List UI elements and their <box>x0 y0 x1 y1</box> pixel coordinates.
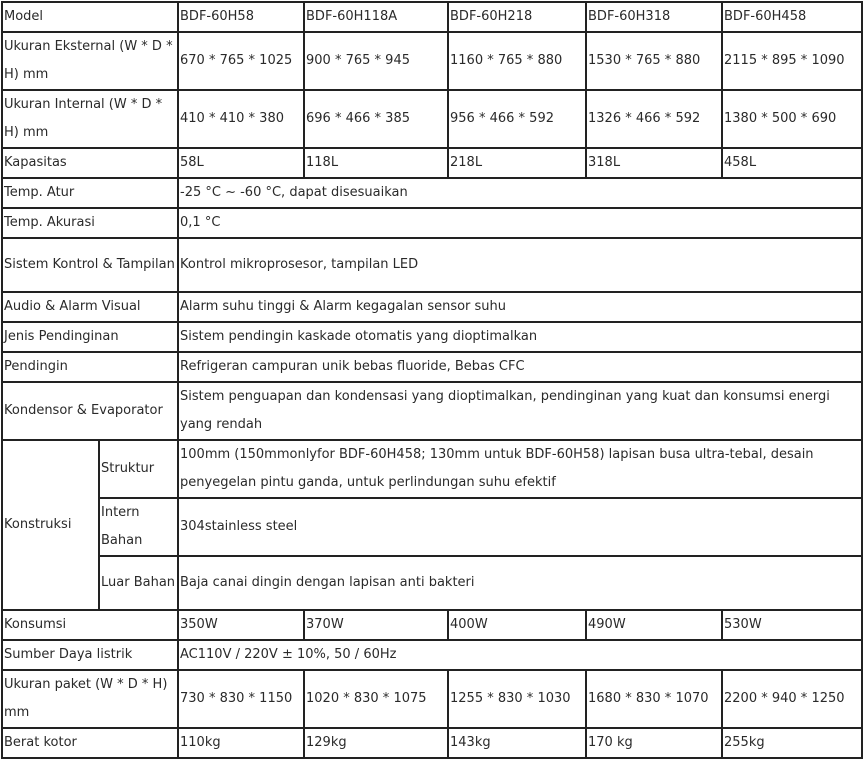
row-struct <box>2 440 862 498</box>
row-refr <box>2 352 862 382</box>
value-cell: 255kg <box>722 728 862 758</box>
row-label: Konstruksi <box>2 440 99 610</box>
row-label: Audio & Alarm Visual <box>2 292 178 322</box>
row-label: Pendingin <box>2 352 178 382</box>
value-cell: 100mm (150mmonlyfor BDF-60H458; 130mm untuk BDF-60H58) lapisan busa ultra-tebal, desain penyegelan pintu ganda, untuk perlindungan suhu efektif <box>178 440 862 498</box>
row-ctrl <box>2 238 862 292</box>
row-label: Sumber Daya listrik <box>2 640 178 670</box>
row-label: Sistem Kontrol & Tampilan <box>2 238 178 292</box>
header-row <box>2 2 862 32</box>
row-int <box>2 90 862 148</box>
row-pkg <box>2 670 862 728</box>
model-header: BDF-60H118A <box>304 2 448 32</box>
row-gross <box>2 728 862 758</box>
row-supply <box>2 640 862 670</box>
row-label: Berat kotor <box>2 728 178 758</box>
row-label: Ukuran Eksternal (W * D * H) mm <box>2 32 178 90</box>
value-cell: 0,1 °C <box>178 208 862 238</box>
sub-label: Struktur <box>99 440 178 498</box>
value-cell: 2115 * 895 * 1090 <box>722 32 862 90</box>
row-label: Jenis Pendinginan <box>2 322 178 352</box>
value-cell: Alarm suhu tinggi & Alarm kegagalan sensor suhu <box>178 292 862 322</box>
value-cell: 170 kg <box>586 728 722 758</box>
value-cell: 318L <box>586 148 722 178</box>
value-cell: 218L <box>448 148 586 178</box>
row-cond <box>2 382 862 440</box>
row-label: Ukuran paket (W * D * H) mm <box>2 670 178 728</box>
value-cell: 956 * 466 * 592 <box>448 90 586 148</box>
row-label: Temp. Akurasi <box>2 208 178 238</box>
row-label: Temp. Atur <box>2 178 178 208</box>
value-cell: 670 * 765 * 1025 <box>178 32 304 90</box>
row-label: Kapasitas <box>2 148 178 178</box>
spec-table <box>1 1 863 759</box>
value-cell: 370W <box>304 610 448 640</box>
sub-label: Luar Bahan <box>99 556 178 610</box>
row-label: Konsumsi <box>2 610 178 640</box>
row-ext <box>2 32 862 90</box>
value-cell: Sistem pendingin kaskade otomatis yang dioptimalkan <box>178 322 862 352</box>
value-cell: 410 * 410 * 380 <box>178 90 304 148</box>
value-cell: 1326 * 466 * 592 <box>586 90 722 148</box>
value-cell: 400W <box>448 610 586 640</box>
model-header: BDF-60H218 <box>448 2 586 32</box>
value-cell: 1680 * 830 * 1070 <box>586 670 722 728</box>
value-cell: 1380 * 500 * 690 <box>722 90 862 148</box>
row-alarm <box>2 292 862 322</box>
value-cell: 696 * 466 * 385 <box>304 90 448 148</box>
value-cell: Kontrol mikroprosesor, tampilan LED <box>178 238 862 292</box>
row-cool <box>2 322 862 352</box>
value-cell: 458L <box>722 148 862 178</box>
model-header: BDF-60H318 <box>586 2 722 32</box>
value-cell: 143kg <box>448 728 586 758</box>
value-cell: Refrigeran campuran unik bebas fluoride, Bebas CFC <box>178 352 862 382</box>
value-cell: 350W <box>178 610 304 640</box>
value-cell: 730 * 830 * 1150 <box>178 670 304 728</box>
row-power <box>2 610 862 640</box>
value-cell: 110kg <box>178 728 304 758</box>
sub-label: Intern Bahan <box>99 498 178 556</box>
row-acc <box>2 208 862 238</box>
value-cell: 900 * 765 * 945 <box>304 32 448 90</box>
row-label: Ukuran Internal (W * D * H) mm <box>2 90 178 148</box>
value-cell: 1020 * 830 * 1075 <box>304 670 448 728</box>
value-cell: 490W <box>586 610 722 640</box>
value-cell: 118L <box>304 148 448 178</box>
row-label: Model <box>2 2 178 32</box>
row-label: Kondensor & Evaporator <box>2 382 178 440</box>
value-cell: 2200 * 940 * 1250 <box>722 670 862 728</box>
value-cell: Baja canai dingin dengan lapisan anti bakteri <box>178 556 862 610</box>
value-cell: 1160 * 765 * 880 <box>448 32 586 90</box>
value-cell: 58L <box>178 148 304 178</box>
model-header: BDF-60H58 <box>178 2 304 32</box>
row-cap <box>2 148 862 178</box>
value-cell: -25 °C ~ -60 °C, dapat disesuaikan <box>178 178 862 208</box>
row-temp <box>2 178 862 208</box>
value-cell: AC110V / 220V ± 10%, 50 / 60Hz <box>178 640 862 670</box>
model-header: BDF-60H458 <box>722 2 862 32</box>
value-cell: 129kg <box>304 728 448 758</box>
value-cell: Sistem penguapan dan kondensasi yang dioptimalkan, pendinginan yang kuat dan konsumsi energi yang rendah <box>178 382 862 440</box>
value-cell: 304stainless steel <box>178 498 862 556</box>
value-cell: 530W <box>722 610 862 640</box>
value-cell: 1530 * 765 * 880 <box>586 32 722 90</box>
row-outer <box>2 556 862 610</box>
row-inner <box>2 498 862 556</box>
value-cell: 1255 * 830 * 1030 <box>448 670 586 728</box>
